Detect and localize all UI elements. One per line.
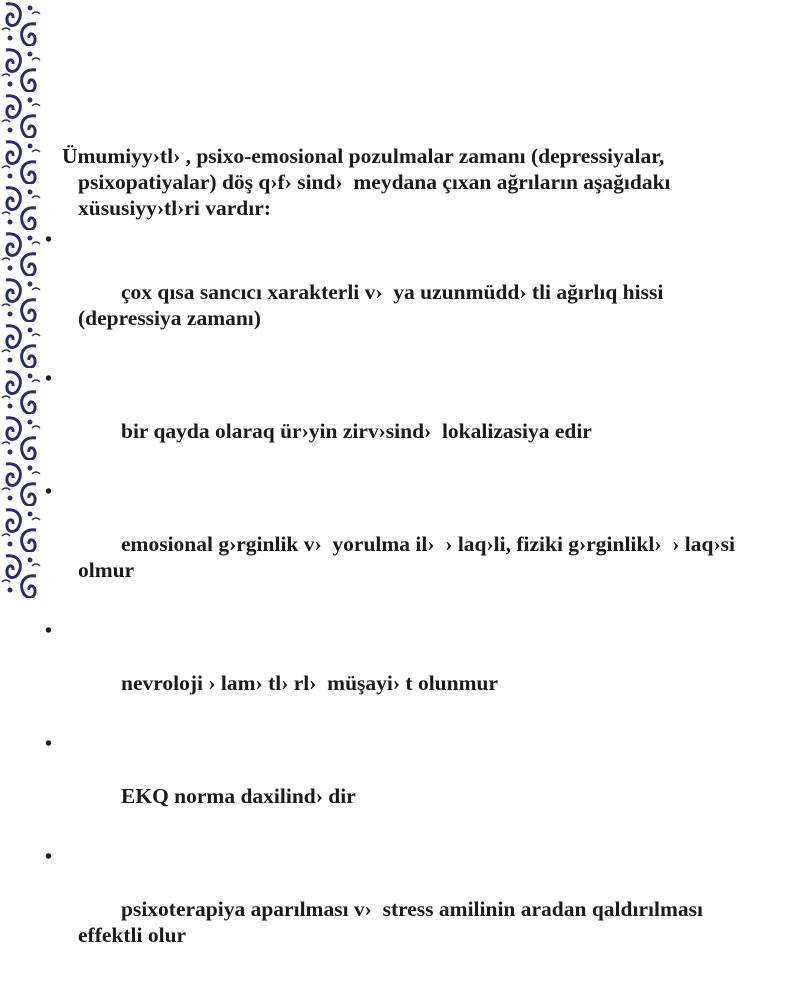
- bullet-icon: •: [45, 481, 53, 503]
- list-item-text: psixoterapiya aparılması v› stress amilinin aradan qaldırılması effektli olur: [78, 897, 709, 947]
- list-item: [44, 479, 744, 609]
- list-item-text: EKQ norma daxilind› dir: [121, 784, 356, 808]
- list-item: [44, 366, 744, 470]
- list-item: [44, 227, 744, 357]
- list-item: [44, 731, 744, 835]
- list-item-text: nevroloji › lam› tl› rl› müşayi› t olunmur: [121, 671, 499, 695]
- bullet-icon: •: [45, 368, 53, 390]
- slide-content: [44, 143, 744, 983]
- bullet-icon: •: [45, 229, 53, 251]
- bullet-list: [44, 227, 744, 974]
- list-item-text: bir qayda olaraq ür›yin zirv›sind› lokalizasiya edir: [121, 419, 592, 443]
- bullet-icon: •: [45, 620, 53, 642]
- bullet-icon: •: [45, 733, 53, 755]
- list-item: [44, 844, 744, 974]
- list-item-text: emosional g›rginlik v› yorulma il› › laq›li, fiziki g›rginlikl› › laq›si olmur: [78, 532, 741, 582]
- intro-paragraph: Ümumiyy›tl› , psixo-emosional pozulmalar zamanı (depressiyalar, psixopatiyalar) döş q›f› sind› meydana çıxan ağrıların aşağıdakı xüsusiyy›tl›ri vardır:: [62, 144, 676, 220]
- list-item-text: çox qısa sancıcı xarakterli v› ya uzunmüdd› tli ağırlıq hissi (depressiya zamanı): [78, 280, 669, 330]
- list-item: [44, 618, 744, 722]
- bullet-icon: •: [45, 846, 53, 868]
- paisley-border-icon: [0, 0, 42, 600]
